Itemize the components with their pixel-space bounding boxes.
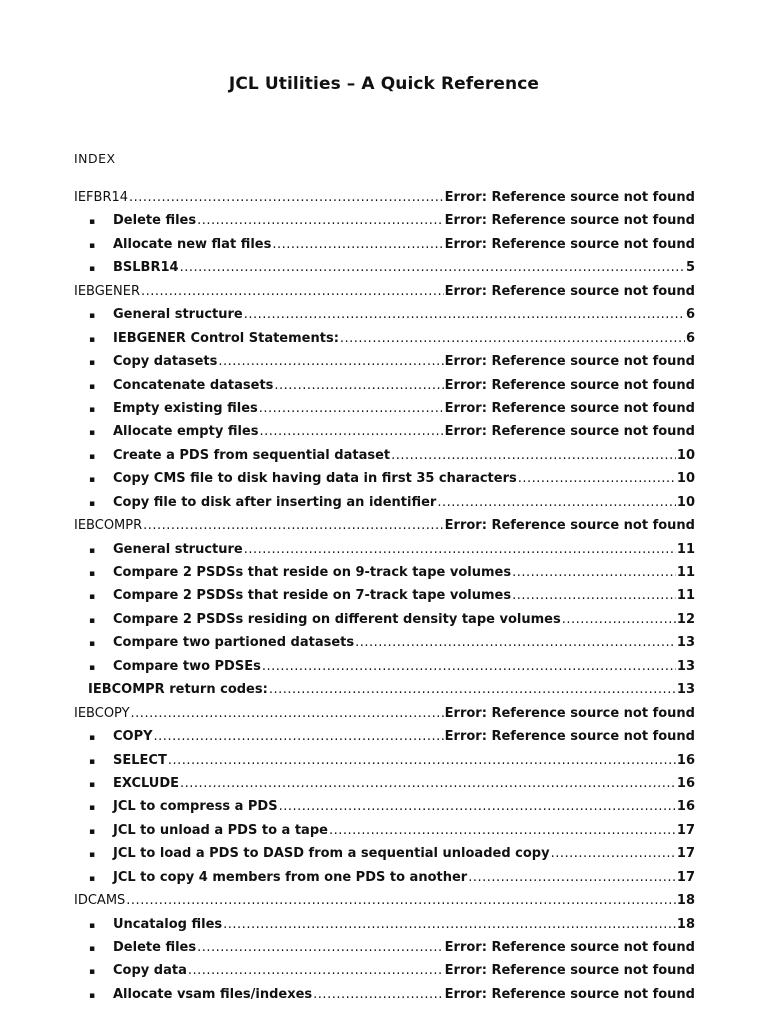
dot-leader [129, 186, 444, 209]
toc-entry-page-ref: 11 [676, 541, 695, 557]
bullet-icon: ▪ [89, 264, 96, 275]
toc-entry-label: IEBCOMPR [74, 518, 143, 534]
bullet-icon: ▪ [89, 428, 96, 439]
toc-entry-label: Concatenate datasets [113, 377, 274, 393]
toc-entry[interactable] [74, 209, 695, 232]
dot-leader [340, 327, 685, 350]
toc-entry-page-ref: Error: Reference source not found [444, 729, 695, 745]
toc-entry-label: JCL to copy 4 members from one PDS to another [113, 869, 468, 885]
toc-entry-page-ref: 6 [685, 307, 695, 323]
bullet-icon: ▪ [89, 545, 96, 556]
toc-entry-label: Compare 2 PSDSs residing on different density tape volumes [113, 611, 561, 627]
toc-entry-page-ref: 13 [676, 635, 695, 651]
toc-entry[interactable] [74, 678, 695, 701]
dot-leader [274, 374, 443, 397]
toc-entry[interactable] [74, 514, 695, 537]
bullet-icon: ▪ [89, 404, 96, 415]
dot-leader [518, 467, 676, 490]
toc-entry[interactable] [74, 186, 695, 209]
dot-leader [180, 256, 685, 279]
toc-entry-page-ref: 16 [676, 799, 695, 815]
toc-entry-label: JCL to load a PDS to DASD from a sequential unloaded copy [113, 846, 550, 862]
toc-entry-page-ref: 16 [676, 752, 695, 768]
toc-entry-page-ref: Error: Reference source not found [444, 377, 695, 393]
toc-entry[interactable] [74, 327, 695, 350]
toc-entry-page-ref: Error: Reference source not found [444, 236, 695, 252]
toc-entry[interactable] [74, 983, 695, 1006]
dot-leader [551, 842, 676, 865]
toc-entry-label: SELECT [113, 752, 167, 768]
toc-entry-label: Copy datasets [113, 354, 218, 370]
toc-entry[interactable] [74, 702, 695, 725]
bullet-icon: ▪ [89, 639, 96, 650]
dot-leader [244, 538, 676, 561]
toc-entry[interactable] [74, 608, 695, 631]
toc-entry-page-ref: 18 [676, 893, 695, 909]
toc-entry-label: COPY [113, 729, 153, 745]
toc-entry-page-ref: 10 [676, 447, 695, 463]
toc-entry-label: IEBCOPY [74, 705, 130, 721]
dot-leader [143, 514, 444, 537]
toc-entry[interactable] [74, 842, 695, 865]
dot-leader [259, 420, 443, 443]
bullet-icon: ▪ [89, 381, 96, 392]
toc-entry-label: General structure [113, 541, 243, 557]
toc-entry-page-ref: 11 [676, 565, 695, 580]
bullet-icon: ▪ [89, 334, 96, 345]
bullet-icon: ▪ [89, 873, 96, 884]
toc-entry-page-ref: 12 [676, 611, 695, 627]
bullet-icon: ▪ [89, 990, 96, 1001]
toc-entry-page-ref: Error: Reference source not found [444, 354, 695, 370]
toc-entry-label: BSLBR14 [113, 260, 179, 276]
toc-entry-page-ref: Error: Reference source not found [444, 940, 695, 955]
bullet-icon: ▪ [89, 920, 96, 931]
toc-entry[interactable] [74, 280, 695, 303]
toc-entry[interactable] [74, 256, 695, 279]
dot-leader [197, 209, 444, 232]
toc-entry-label: Delete files [113, 213, 197, 229]
toc-entry-page-ref: 10 [676, 471, 695, 487]
toc-entry[interactable] [74, 350, 695, 373]
dot-leader [223, 913, 676, 936]
bullet-icon: ▪ [89, 733, 96, 744]
toc-entry-page-ref: Error: Reference source not found [444, 283, 695, 299]
dot-leader [154, 725, 444, 748]
toc-entry-page-ref: Error: Reference source not found [444, 963, 695, 979]
toc-entry-page-ref: 17 [676, 869, 695, 885]
toc-entry[interactable] [74, 444, 695, 467]
dot-leader [313, 983, 444, 1006]
dot-leader [279, 795, 676, 818]
dot-leader [188, 959, 444, 982]
dot-leader [126, 889, 676, 912]
toc-entry-page-ref: 17 [676, 822, 695, 838]
toc-entry[interactable] [74, 420, 695, 443]
toc-entry-label: IEFBR14 [74, 190, 129, 205]
toc-entry-label: Compare 2 PSDSs that reside on 9-track tape volumes [113, 565, 512, 580]
bullet-icon: ▪ [89, 240, 96, 251]
toc-entry-label: Empty existing files [113, 400, 258, 416]
dot-leader [468, 866, 676, 889]
toc-entry-page-ref: 11 [676, 588, 695, 604]
toc-entry[interactable] [74, 303, 695, 326]
toc-entry[interactable] [74, 749, 695, 772]
index-heading: INDEX [74, 151, 116, 166]
toc-entry-page-ref: 13 [676, 682, 695, 698]
toc-entry[interactable] [74, 584, 695, 607]
dot-leader [272, 233, 443, 256]
toc-entry[interactable] [74, 819, 695, 842]
bullet-icon: ▪ [89, 944, 96, 954]
bullet-icon: ▪ [89, 217, 96, 228]
toc-entry[interactable] [74, 772, 695, 795]
dot-leader [131, 702, 444, 725]
dot-leader [168, 749, 676, 772]
bullet-icon: ▪ [89, 826, 96, 837]
dot-leader [562, 608, 676, 631]
toc-entry-page-ref: Error: Reference source not found [444, 213, 695, 229]
toc-entry-page-ref: Error: Reference source not found [444, 986, 695, 1002]
bullet-icon: ▪ [89, 475, 96, 486]
toc-entry-label: Delete files [113, 940, 197, 955]
dot-leader [259, 397, 444, 420]
toc-entry-label: Allocate vsam files/indexes [113, 986, 313, 1002]
toc-entry-label: Allocate empty files [113, 424, 259, 440]
toc-entry-label: JCL to unload a PDS to a tape [113, 822, 328, 838]
dot-leader [391, 444, 676, 467]
toc-entry[interactable] [74, 561, 695, 584]
toc-entry-page-ref: Error: Reference source not found [444, 518, 695, 534]
toc-entry-label: Copy CMS file to disk having data in first 35 characters [113, 471, 517, 487]
toc-entry[interactable] [74, 959, 695, 982]
toc-entry[interactable] [74, 491, 695, 514]
toc-entry-label: Copy data [113, 963, 187, 979]
toc-entry-label: Create a PDS from sequential dataset [113, 447, 391, 463]
bullet-icon: ▪ [89, 803, 96, 814]
toc-entry-label: IEBGENER [74, 283, 140, 299]
dot-leader [512, 561, 676, 584]
toc-entry-page-ref: Error: Reference source not found [444, 705, 695, 721]
bullet-icon: ▪ [89, 615, 96, 626]
dot-leader [197, 936, 444, 959]
toc-entry[interactable] [74, 913, 695, 936]
bullet-icon: ▪ [89, 850, 96, 861]
toc-entry-page-ref: 16 [676, 775, 695, 791]
bullet-icon: ▪ [89, 451, 96, 462]
table-of-contents [74, 186, 695, 1006]
bullet-icon: ▪ [89, 569, 96, 579]
bullet-icon: ▪ [89, 779, 96, 790]
toc-entry[interactable] [74, 467, 695, 490]
dot-leader [329, 819, 676, 842]
toc-entry-page-ref: 5 [685, 260, 695, 276]
toc-entry-page-ref: Error: Reference source not found [444, 190, 695, 205]
toc-entry[interactable] [74, 936, 695, 959]
dot-leader [262, 655, 676, 678]
dot-leader [218, 350, 443, 373]
bullet-icon: ▪ [89, 662, 96, 673]
toc-entry[interactable] [74, 866, 695, 889]
toc-entry-page-ref: 10 [676, 494, 695, 510]
toc-entry-page-ref: 17 [676, 846, 695, 862]
toc-entry[interactable] [74, 631, 695, 654]
toc-entry[interactable] [74, 889, 695, 912]
toc-entry-label: Compare two PDSEs [113, 658, 261, 674]
bullet-icon: ▪ [89, 311, 96, 322]
toc-entry-label: JCL to compress a PDS [113, 799, 278, 815]
toc-entry-label: Compare 2 PSDSs that reside on 7-track tape volumes [113, 588, 512, 604]
toc-entry[interactable] [74, 397, 695, 420]
dot-leader [180, 772, 676, 795]
toc-entry[interactable] [74, 795, 695, 818]
bullet-icon: ▪ [89, 358, 96, 369]
bullet-icon: ▪ [89, 967, 96, 978]
toc-entry-page-ref: Error: Reference source not found [444, 400, 695, 416]
toc-entry-label: Copy file to disk after inserting an identifier [113, 494, 437, 510]
dot-leader [244, 303, 685, 326]
toc-entry-page-ref: Error: Reference source not found [444, 424, 695, 440]
dot-leader [141, 280, 444, 303]
dot-leader [269, 678, 676, 701]
bullet-icon: ▪ [89, 592, 96, 603]
dot-leader [355, 631, 676, 654]
toc-entry-label: EXCLUDE [113, 775, 180, 791]
toc-entry[interactable] [74, 538, 695, 561]
toc-entry-label: Compare two partioned datasets [113, 635, 355, 651]
toc-entry[interactable] [74, 655, 695, 678]
toc-entry-label: IEBCOMPR return codes: [88, 682, 268, 698]
toc-entry-page-ref: 18 [676, 916, 695, 932]
toc-entry-label: General structure [113, 307, 243, 323]
dot-leader [437, 491, 676, 514]
toc-entry-label: Uncatalog files [113, 916, 223, 932]
toc-entry-page-ref: 13 [676, 658, 695, 674]
toc-entry[interactable] [74, 725, 695, 748]
toc-entry[interactable] [74, 374, 695, 397]
toc-entry-page-ref: 6 [685, 330, 695, 346]
toc-entry[interactable] [74, 233, 695, 256]
dot-leader [512, 584, 676, 607]
document-title: JCL Utilities – A Quick Reference [228, 74, 540, 94]
bullet-icon: ▪ [89, 756, 96, 767]
toc-entry-label: IDCAMS [74, 893, 126, 909]
toc-entry-label: IEBGENER Control Statements: [113, 330, 339, 346]
toc-entry-label: Allocate new flat files [113, 236, 272, 252]
bullet-icon: ▪ [89, 498, 96, 509]
